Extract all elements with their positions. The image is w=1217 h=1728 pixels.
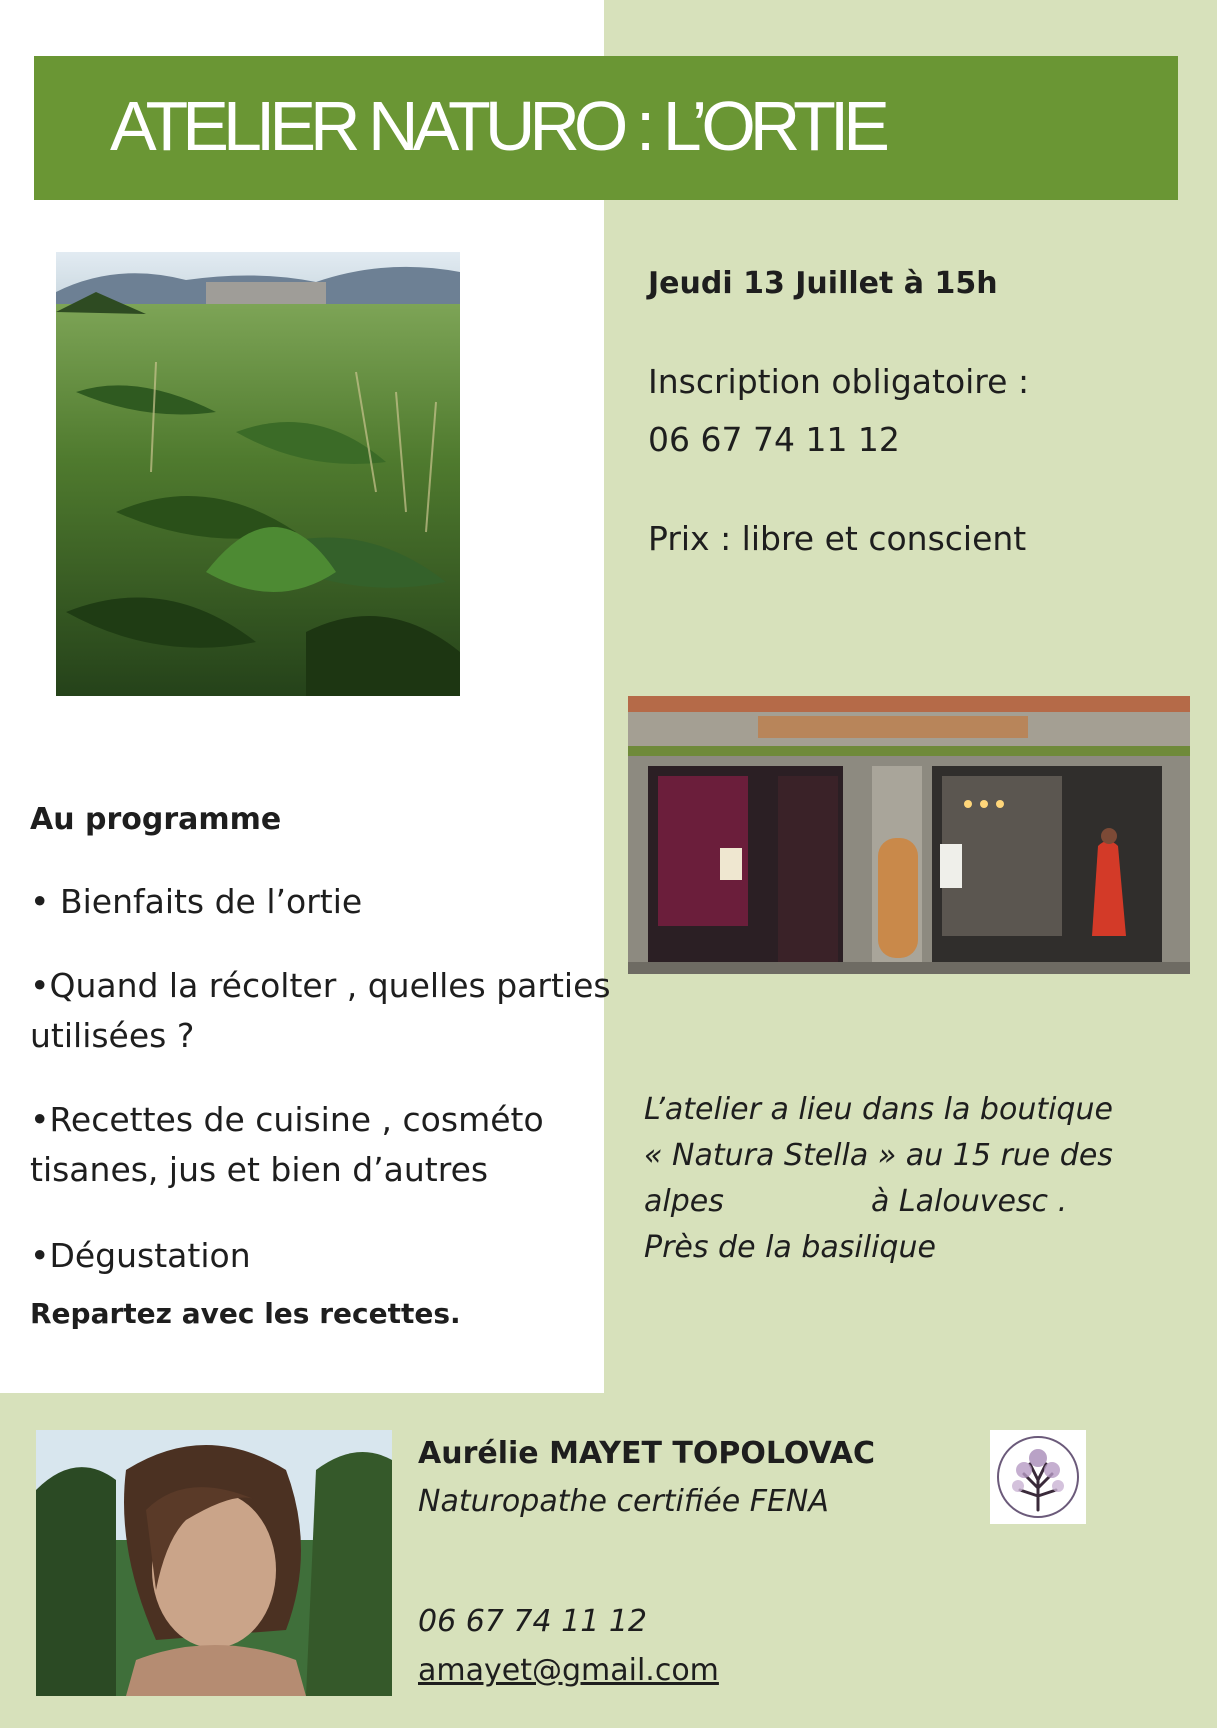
tree-icon (990, 1430, 1086, 1524)
location-line-4: à Lalouvesc . (871, 1184, 1068, 1219)
registration-label: Inscription obligatoire : (648, 362, 1030, 401)
shop-front-photo (628, 696, 1190, 974)
program-item-tasting: •Dégustation (30, 1236, 251, 1275)
portrait-illustration (36, 1430, 392, 1696)
location-line-1: L’atelier a lieu dans la boutique (644, 1092, 1113, 1127)
contact-phone[interactable]: 06 67 74 11 12 (418, 1604, 648, 1639)
program-item-harvest: •Quand la récolter , quelles parties (30, 966, 611, 1005)
program-closing: Repartez avec les recettes. (30, 1297, 461, 1330)
program-heading: Au programme (30, 802, 282, 837)
contact-email-link[interactable]: amayet@gmail.com (418, 1653, 719, 1688)
shop-front-illustration (628, 696, 1190, 974)
portrait-photo (36, 1430, 392, 1696)
page-title: ATELIER NATURO : L’ORTIE (110, 87, 884, 165)
nettle-field-photo (56, 252, 460, 696)
tree-of-life-logo (990, 1430, 1086, 1524)
program-item-benefits: • Bienfaits de l’ortie (30, 882, 363, 921)
contact-name: Aurélie MAYET TOPOLOVAC (418, 1436, 876, 1471)
program-item-recipes-cont: tisanes, jus et bien d’autres (30, 1150, 489, 1189)
location-line-5: Près de la basilique (644, 1230, 936, 1265)
event-date: Jeudi 13 Juillet à 15h (648, 266, 998, 301)
nettle-field-illustration (56, 252, 460, 696)
registration-phone[interactable]: 06 67 74 11 12 (648, 420, 900, 459)
location-line-2: « Natura Stella » au 15 rue des (644, 1138, 1113, 1173)
contact-role: Naturopathe certifiée FENA (418, 1484, 829, 1519)
location-line-3: alpes (644, 1184, 724, 1219)
program-item-recipes: •Recettes de cuisine , cosméto (30, 1100, 544, 1139)
program-item-harvest-cont: utilisées ? (30, 1016, 195, 1055)
price-info: Prix : libre et conscient (648, 519, 1027, 558)
